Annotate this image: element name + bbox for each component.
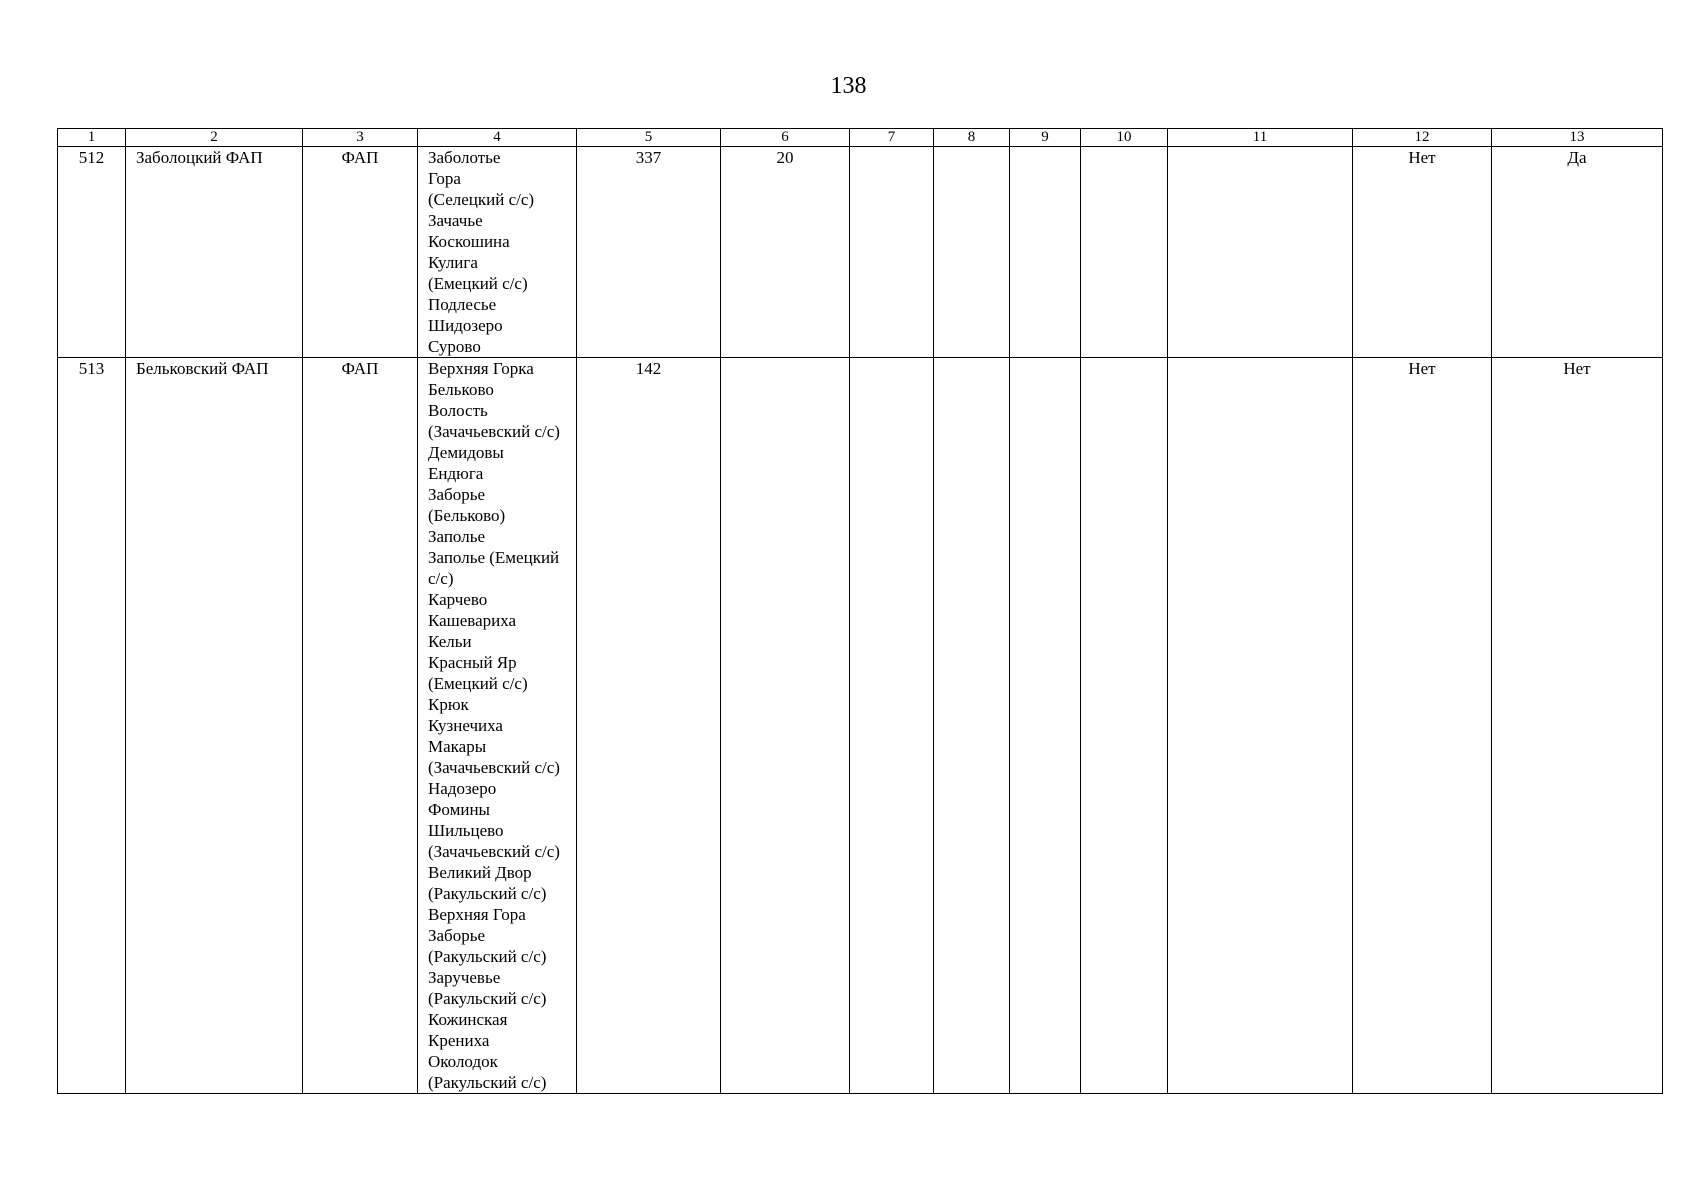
column-number: 3 xyxy=(303,129,418,147)
settlement-name: (Емецкий с/с) xyxy=(428,674,528,693)
settlement-name: (Зачачьевский с/с) xyxy=(428,842,560,861)
cell-col12: Нет xyxy=(1353,147,1492,358)
cell-col6 xyxy=(721,358,850,1094)
settlement-name: Заборье xyxy=(428,926,486,945)
cell-col10 xyxy=(1081,147,1168,358)
settlement-name: Кожинская xyxy=(428,1010,508,1029)
settlement-name: Кузнечиха xyxy=(428,716,503,735)
cell-col12: Нет xyxy=(1353,358,1492,1094)
settlement-name: Надозеро xyxy=(428,779,497,798)
page-number: 138 xyxy=(830,73,867,99)
cell-col9 xyxy=(1010,358,1081,1094)
settlement-name: Крюк xyxy=(428,695,469,714)
settlement-name: Верхняя Горка xyxy=(428,359,534,378)
settlement-name: Кулига xyxy=(428,253,478,272)
cell-col8 xyxy=(934,147,1010,358)
settlement-name: Заборье xyxy=(428,485,486,504)
settlement-name: Кельи xyxy=(428,632,472,651)
facility-type: ФАП xyxy=(303,358,418,1094)
settlement-name: Ендюга xyxy=(428,464,484,483)
settlement-name: Бельково xyxy=(428,380,494,399)
column-number: 8 xyxy=(934,129,1010,147)
settlement-name: (Зачачьевский с/с) xyxy=(428,758,560,777)
row-number: 512 xyxy=(58,147,126,358)
cell-col11 xyxy=(1168,358,1353,1094)
cell-col11 xyxy=(1168,147,1353,358)
settlement-name: Зачачье xyxy=(428,211,483,230)
settlement-name: Шильцево xyxy=(428,821,504,840)
settlement-name: Гора xyxy=(428,169,461,188)
settlement-name: (Селецкий с/с) xyxy=(428,190,535,209)
cell-col7 xyxy=(850,147,934,358)
column-number: 7 xyxy=(850,129,934,147)
cell-col13: Нет xyxy=(1492,358,1663,1094)
settlement-name: (Ракульский с/с) xyxy=(428,947,547,966)
settlement-name: Верхняя Гора xyxy=(428,905,526,924)
column-number: 13 xyxy=(1492,129,1663,147)
settlement-name: Шидозеро xyxy=(428,316,503,335)
settlement-name: Заполье xyxy=(428,527,485,546)
facility-name: Заболоцкий ФАП xyxy=(126,147,303,358)
settlement-name: Макары xyxy=(428,737,487,756)
column-number: 1 xyxy=(58,129,126,147)
settlement-name: (Зачачьевский с/с) xyxy=(428,422,560,441)
settlement-name: (Ракульский с/с) xyxy=(428,989,547,1008)
cell-col6: 20 xyxy=(721,147,850,358)
settlement-name: Крениха xyxy=(428,1031,490,1050)
settlements-cell xyxy=(418,358,577,1094)
settlement-name: Околодок xyxy=(428,1052,498,1071)
cell-col7 xyxy=(850,358,934,1094)
settlement-name: Фомины xyxy=(428,800,490,819)
settlement-name: Красный Яр xyxy=(428,653,517,672)
settlement-name: (Бельково) xyxy=(428,506,506,525)
column-number: 6 xyxy=(721,129,850,147)
cell-col5: 142 xyxy=(577,358,721,1094)
settlement-name: Сурово xyxy=(428,337,481,356)
settlement-name: Заболотье xyxy=(428,148,501,167)
registry-table xyxy=(57,128,1663,1094)
table-row xyxy=(58,147,1663,358)
settlements-cell xyxy=(418,147,577,358)
settlement-name: Карчево xyxy=(428,590,488,609)
settlement-name: Кашевариха xyxy=(428,611,517,630)
settlement-name: с/с) xyxy=(428,569,454,588)
settlement-name: Демидовы xyxy=(428,443,504,462)
settlement-name: Заполье (Емецкий xyxy=(428,548,560,567)
settlement-name: (Ракульский с/с) xyxy=(428,884,547,903)
column-number: 5 xyxy=(577,129,721,147)
cell-col8 xyxy=(934,358,1010,1094)
settlement-name: (Ракульский с/с) xyxy=(428,1073,547,1092)
table-row xyxy=(58,358,1663,1094)
column-number: 4 xyxy=(418,129,577,147)
column-number: 2 xyxy=(126,129,303,147)
settlement-name: Коскошина xyxy=(428,232,510,251)
settlement-name: Подлесье xyxy=(428,295,497,314)
settlement-name: (Емецкий с/с) xyxy=(428,274,528,293)
column-number-row xyxy=(58,129,1663,147)
cell-col10 xyxy=(1081,358,1168,1094)
facility-type: ФАП xyxy=(303,147,418,358)
settlement-name: Волость xyxy=(428,401,488,420)
row-number: 513 xyxy=(58,358,126,1094)
settlement-name: Заручевье xyxy=(428,968,501,987)
facility-name: Бельковский ФАП xyxy=(126,358,303,1094)
cell-col5: 337 xyxy=(577,147,721,358)
column-number: 12 xyxy=(1353,129,1492,147)
cell-col9 xyxy=(1010,147,1081,358)
column-number: 10 xyxy=(1081,129,1168,147)
column-number: 11 xyxy=(1168,129,1353,147)
column-number: 9 xyxy=(1010,129,1081,147)
settlement-name: Великий Двор xyxy=(428,863,532,882)
cell-col13: Да xyxy=(1492,147,1663,358)
